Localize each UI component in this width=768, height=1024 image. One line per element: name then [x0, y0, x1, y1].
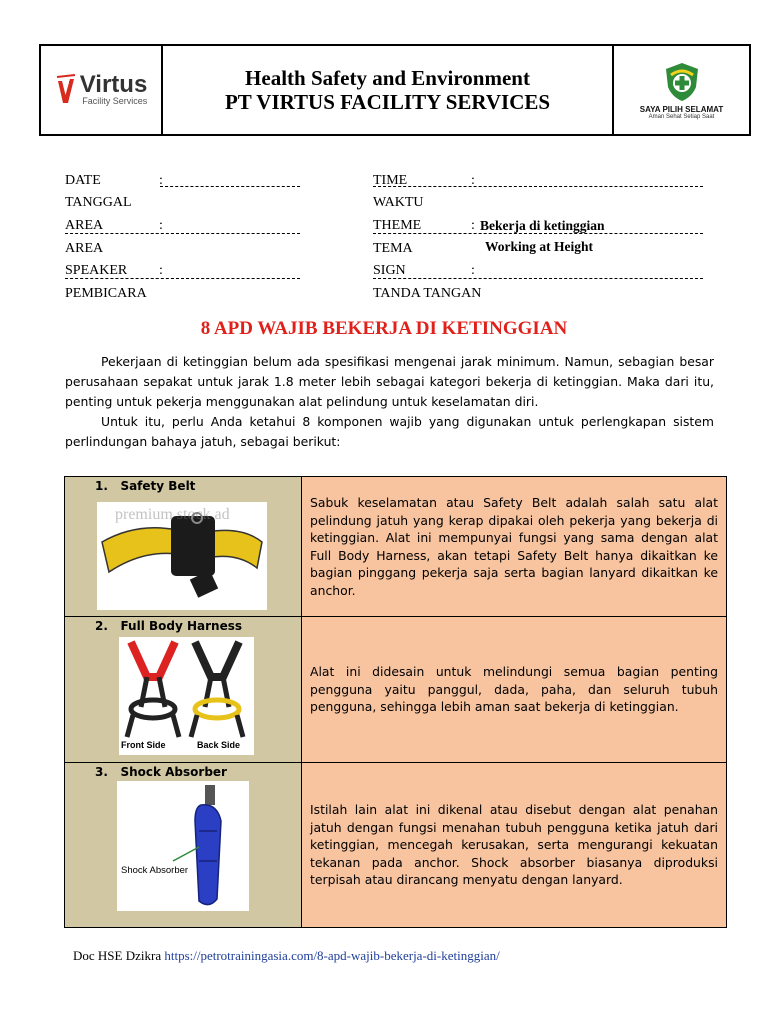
harness-icon [119, 637, 254, 755]
date-colon: : [159, 173, 163, 188]
waktu-label: WAKTU [373, 195, 424, 210]
sign-colon: : [471, 263, 475, 278]
table-row [65, 477, 726, 617]
theme-field-line[interactable] [373, 233, 703, 234]
speaker-field-line[interactable] [65, 278, 300, 279]
table-row [65, 617, 726, 763]
back-side-caption: Back Side [197, 740, 241, 750]
meta-fields [0, 0, 768, 310]
intro-text [65, 352, 714, 452]
item-title: 1. Safety Belt [95, 479, 196, 493]
front-side-caption: Front Side [121, 740, 166, 750]
footer-label: Doc HSE Dzikra [73, 948, 162, 963]
item-image-cell [65, 763, 302, 927]
date-field-line[interactable] [160, 186, 300, 187]
theme-label: THEME [373, 218, 422, 233]
shock-absorber-image [117, 781, 249, 911]
item-title: 2. Full Body Harness [95, 619, 242, 633]
time-field-line[interactable] [373, 186, 703, 187]
item-desc-cell [302, 763, 726, 927]
theme-colon: : [471, 218, 475, 233]
safety-belt-image [97, 502, 267, 610]
area-field-line[interactable] [65, 233, 300, 234]
item-desc-cell [302, 617, 726, 762]
virtus-logo-name: Virtus [79, 71, 148, 98]
table-row [65, 763, 726, 927]
tanda-tangan-label: TANDA TANGAN [373, 286, 482, 301]
saya-pilih-selamat-text: SAYA PILIH SELAMAT [639, 104, 724, 114]
area-colon: : [159, 218, 163, 233]
time-label: TIME [373, 173, 408, 188]
shock-absorber-caption: Shock Absorber [121, 865, 189, 876]
document-title: 8 APD WAJIB BEKERJA DI KETINGGIAN [200, 318, 568, 339]
header-title-line1: Health Safety and Environment [245, 66, 530, 90]
area-label: AREA [65, 218, 104, 233]
footer [73, 948, 500, 964]
pembicara-label: PEMBICARA [65, 286, 147, 301]
tema-value: Working at Height [485, 239, 594, 254]
speaker-label: SPEAKER [65, 263, 128, 278]
item-description: Istilah lain alat ini dikenal atau disebut dengan alat penahan jatuh dengan fungsi menahan tubuh pengguna ketika jatuh dari ketinggian, mencegah kerusakan, serta mengurangi kekuatan tekanan pada anchor. Shock absorber biasanya diproduksi terpisah atau dirancang menyatu dengan lanyard. [310, 802, 718, 888]
header-title-line2: PT VIRTUS FACILITY SERVICES [224, 90, 551, 114]
item-image-cell [65, 617, 302, 762]
intro-paragraph-1: Pekerjaan di ketinggian belum ada spesifikasi mengenai jarak minimum. Namun, sebagian besar perusahaan sepakat untuk jarak 1.8 meter lebih sebagai kategori bekerja di ketinggian. Maka dari itu, penting untuk pekerja menggunakan alat pelindung untuk keselamatan diri. [65, 354, 714, 409]
speaker-colon: : [159, 263, 163, 278]
tanggal-label: TANGGAL [65, 195, 132, 210]
tema-label: TEMA [373, 241, 413, 256]
sign-label: SIGN [373, 263, 406, 278]
theme-value: Bekerja di ketinggian [480, 218, 605, 233]
apd-table [64, 476, 727, 928]
date-label: DATE [65, 173, 101, 188]
item-image-cell [65, 477, 302, 616]
area2-label: AREA [65, 241, 104, 256]
saya-pilih-selamat-sub: Aman Sehat Setiap Saat [648, 113, 715, 120]
source-link[interactable]: https://petrotrainingasia.com/8-apd-wajib-bekerja-di-ketinggian/ [164, 948, 500, 963]
virtus-logo-sub: Facility Services [82, 96, 148, 106]
sign-field-line[interactable] [373, 278, 703, 279]
time-colon: : [471, 173, 475, 188]
item-description: Alat ini didesain untuk melindungi semua bagian penting pengguna yaitu panggul, dada, paha, dan seluruh tubuh pengguna, sehingga lebih aman saat bekerja di ketinggian. [310, 664, 718, 715]
shock-absorber-icon [117, 781, 249, 911]
full-body-harness-image [119, 637, 254, 755]
item-description: Sabuk keselamatan atau Safety Belt adalah salah satu alat pelindung jatuh yang kerap dipakai oleh pekerja yang bekerja di ketinggian. Alat ini mempunyai fungsi yang sama dengan alat Full Body Harness, akan tetapi Safety Belt hanya dikaitkan ke bagian pinggang pekerja saja serta bagian lanyard dikaitkan ke anchor. [310, 495, 718, 598]
intro-paragraph-2: Untuk itu, perlu Anda ketahui 8 komponen wajib yang digunakan untuk perlengkapan sistem perlindungan bahaya jatuh, sebagai berikut: [65, 414, 714, 449]
item-desc-cell [302, 477, 726, 616]
item-title: 3. Shock Absorber [95, 765, 227, 779]
stock-watermark: premium stock ad [115, 506, 230, 523]
